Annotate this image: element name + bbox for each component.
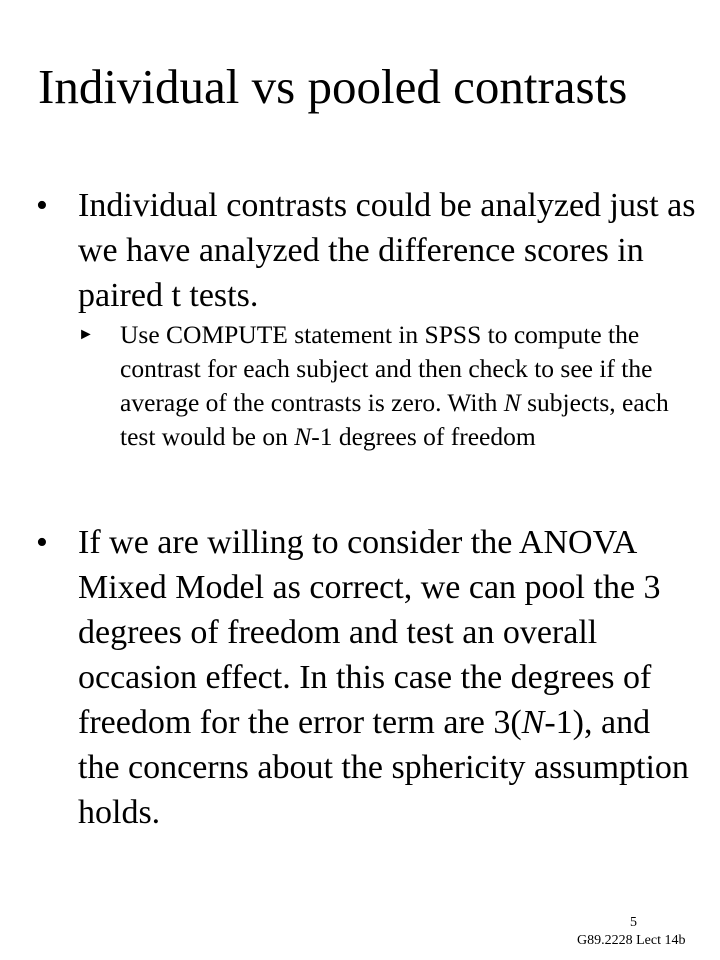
sub-bullet-compute-statement bbox=[78, 318, 698, 454]
triangle-right-icon: ► bbox=[78, 326, 94, 343]
page-number: 5 bbox=[630, 915, 637, 930]
bullet-dot-icon: • bbox=[36, 524, 48, 561]
course-label: G89.2228 Lect 14b bbox=[577, 933, 686, 948]
bullet-text bbox=[78, 520, 696, 835]
bullet-individual-contrasts bbox=[36, 183, 696, 318]
bullet-text-part-1: If we are willing to consider the ANOVA Mixed Model as correct, we can pool the 3 degrees of freedom and test an overall occasion effect. In this case the degrees of freedom for the error term are 3( bbox=[78, 524, 661, 741]
italic-n: N bbox=[294, 422, 312, 451]
italic-n: N bbox=[503, 388, 521, 417]
sub-bullet-text-part-3: -1 degrees of freedom bbox=[311, 422, 536, 451]
sub-bullet-text bbox=[120, 318, 698, 454]
italic-n: N bbox=[521, 704, 545, 741]
slide-title: Individual vs pooled contrasts bbox=[38, 59, 628, 114]
bullet-pooled-contrasts bbox=[36, 520, 696, 835]
sub-bullet-text-part-1: Use COMPUTE statement in SPSS to compute the contrast for each subject and then check to see if the average of the contrasts is zero. With bbox=[120, 320, 653, 417]
sub-bullet-text-part-2: subjects, each test would be on bbox=[120, 388, 669, 451]
bullet-text: Individual contrasts could be analyzed just as we have analyzed the difference scores in paired t tests. bbox=[78, 187, 696, 314]
bullet-dot-icon: • bbox=[36, 187, 48, 224]
bullet-text-part-2: -1), and the concerns about the sphericity assumption holds. bbox=[78, 704, 689, 831]
